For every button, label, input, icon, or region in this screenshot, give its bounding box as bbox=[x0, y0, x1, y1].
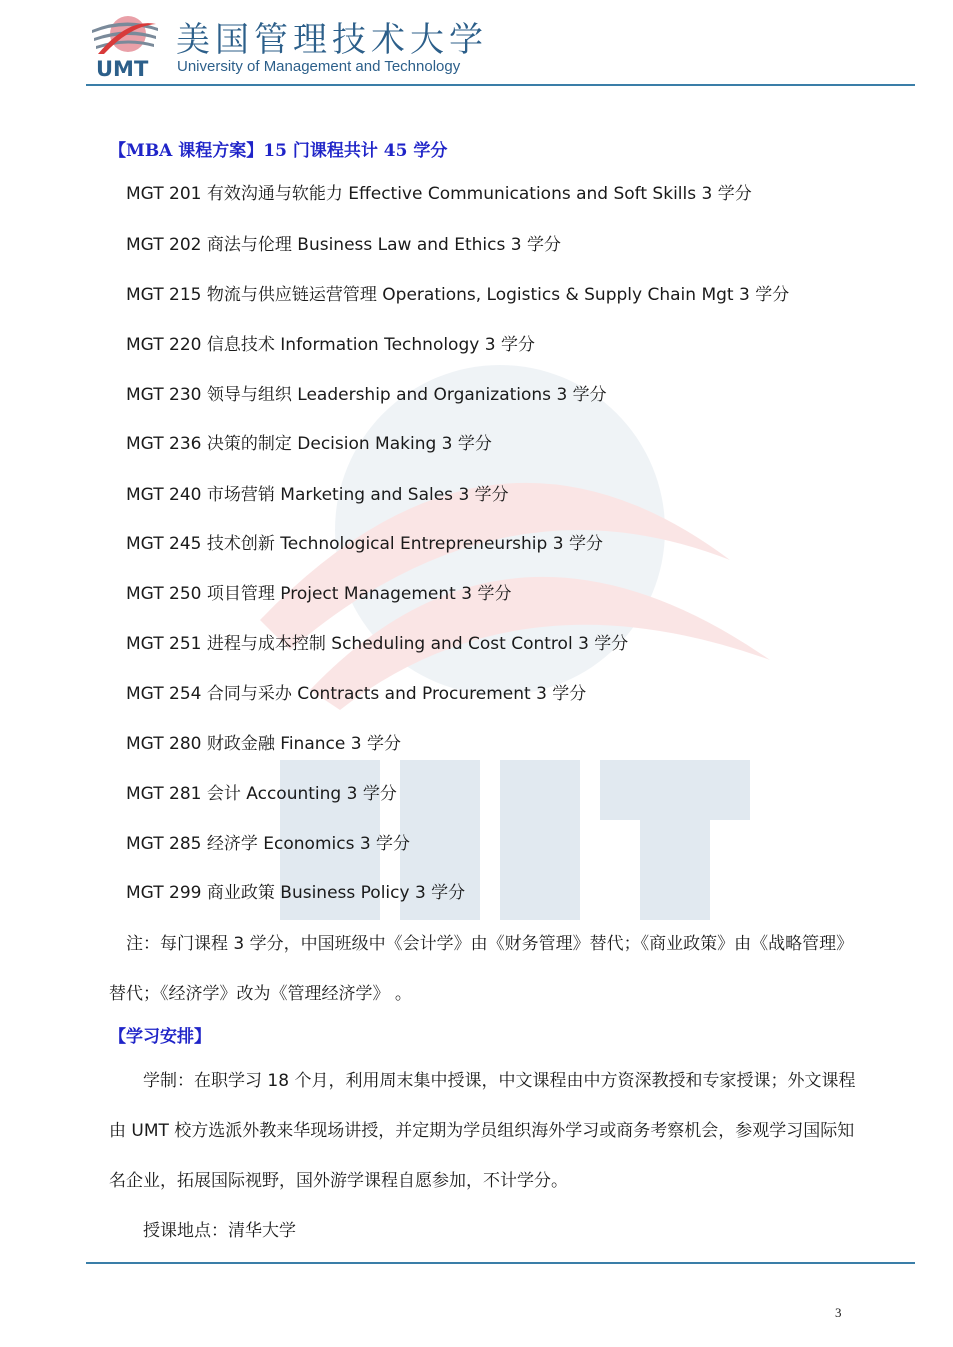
study-paragraph-line: 名企业，拓展国际视野，国外游学课程自愿参加，不计学分。 bbox=[109, 1171, 568, 1191]
university-name-english: University of Management and Technology bbox=[177, 58, 461, 75]
page-header bbox=[0, 0, 953, 90]
course-item: MGT 281 会计 Accounting 3 学分 bbox=[126, 784, 397, 804]
study-paragraph-line: 由 UMT 校方选派外教来华现场讲授，并定期为学员组织海外学习或商务考察机会，参观学习国际知 bbox=[109, 1121, 855, 1141]
course-item: MGT 201 有效沟通与软能力 Effective Communications and Soft Skills 3 学分 bbox=[126, 184, 752, 204]
course-item: MGT 215 物流与供应链运营管理 Operations, Logistics & Supply Chain Mgt 3 学分 bbox=[126, 285, 790, 305]
study-arrangement-heading: 【学习安排】 bbox=[109, 1027, 211, 1047]
course-item: MGT 250 项目管理 Project Management 3 学分 bbox=[126, 584, 512, 604]
teaching-location: 授课地点：清华大学 bbox=[143, 1221, 296, 1241]
course-item: MGT 280 财政金融 Finance 3 学分 bbox=[126, 734, 401, 754]
course-note-line: 注：每门课程 3 学分，中国班级中《会计学》由《财务管理》替代；《商业政策》由《战略管理》 bbox=[126, 934, 854, 954]
header-divider bbox=[86, 84, 915, 86]
footer-divider bbox=[86, 1262, 915, 1264]
course-item: MGT 245 技术创新 Technological Entrepreneurship 3 学分 bbox=[126, 534, 603, 554]
course-item: MGT 285 经济学 Economics 3 学分 bbox=[126, 834, 411, 854]
course-item: MGT 230 领导与组织 Leadership and Organizations 3 学分 bbox=[126, 385, 607, 405]
study-paragraph-line: 学制：在职学习 18 个月，利用周末集中授课，中文课程由中方资深教授和专家授课；外文课程 bbox=[143, 1071, 856, 1091]
course-item: MGT 299 商业政策 Business Policy 3 学分 bbox=[126, 883, 466, 903]
course-item: MGT 220 信息技术 Information Technology 3 学分 bbox=[126, 335, 535, 355]
svg-text:UMT: UMT bbox=[96, 57, 149, 80]
page-number: 3 bbox=[835, 1305, 842, 1320]
course-item: MGT 251 进程与成本控制 Scheduling and Cost Control 3 学分 bbox=[126, 634, 629, 654]
university-name-chinese: 美国管理技术大学 bbox=[176, 20, 488, 60]
umt-logo bbox=[90, 8, 160, 80]
course-item: MGT 236 决策的制定 Decision Making 3 学分 bbox=[126, 434, 492, 454]
course-note-line: 替代；《经济学》改为《管理经济学》 。 bbox=[109, 984, 412, 1004]
course-item: MGT 240 市场营销 Marketing and Sales 3 学分 bbox=[126, 485, 509, 505]
mba-program-heading: 【MBA 课程方案】15 门课程共计 45 学分 bbox=[109, 141, 448, 161]
course-item: MGT 254 合同与采办 Contracts and Procurement 3 学分 bbox=[126, 684, 587, 704]
course-item: MGT 202 商法与伦理 Business Law and Ethics 3 学分 bbox=[126, 235, 561, 255]
